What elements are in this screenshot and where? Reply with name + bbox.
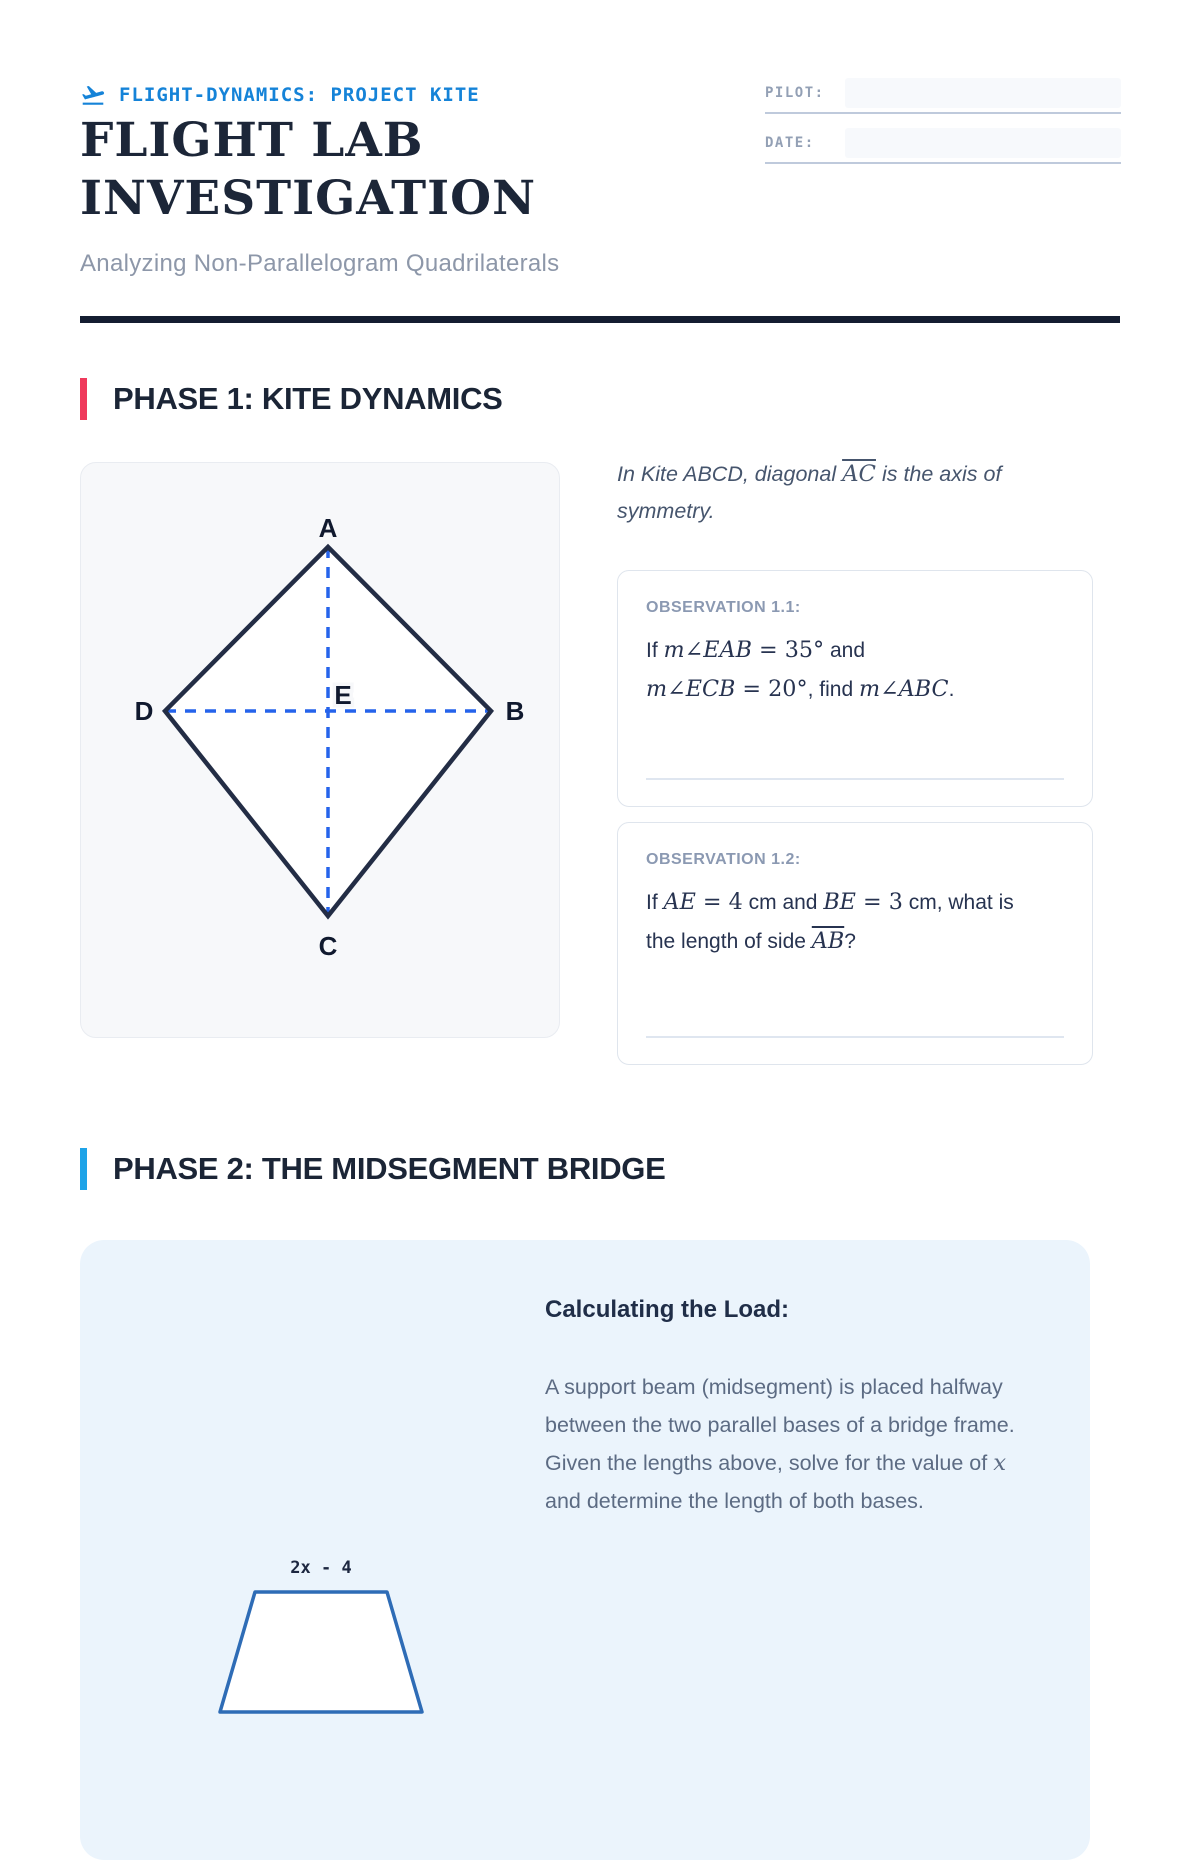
pilot-input[interactable] <box>845 78 1121 108</box>
vertex-label-d: D <box>134 696 154 726</box>
vertex-label-c: C <box>318 931 338 961</box>
page-title-line2: INVESTIGATION <box>80 171 537 226</box>
phase2-card-title: Calculating the Load: <box>545 1296 790 1323</box>
phase1-accent-bar <box>80 378 87 420</box>
observation-1-2-line1: If AE = 4 cm and BE = 3 cm, what is <box>646 889 1014 915</box>
observation-1-2-card <box>617 822 1093 1065</box>
vertex-label-a: A <box>318 513 338 543</box>
observation-1-2-label: OBSERVATION 1.2: <box>646 851 801 868</box>
brand <box>80 82 480 108</box>
observation-1-1-text <box>646 631 1064 709</box>
answer-line[interactable] <box>646 778 1064 780</box>
brand-label: FLIGHT-DYNAMICS: PROJECT KITE <box>119 84 480 106</box>
kite-intro-text <box>617 456 1067 530</box>
page-subtitle: Analyzing Non-Parallelogram Quadrilaterals <box>80 250 560 277</box>
trapezoid-outline <box>220 1592 422 1712</box>
answer-line[interactable] <box>646 1036 1064 1038</box>
observation-1-1-card <box>617 570 1093 807</box>
kite-intro-line1: In Kite ABCD, diagonal $\overline{AC}$ is the axis of <box>617 461 1002 487</box>
pilot-field-row <box>765 74 1121 114</box>
date-field-row <box>765 124 1121 164</box>
observation-1-1-line1: If m∠EAB = 35° and <box>646 637 866 663</box>
phase2-paragraph: A support beam (midsegment) is placed halfway between the two parallel bases of a bridge frame. Given the lengths above, solve for the value of x and determine the length of both bases. <box>545 1375 1015 1513</box>
page-title-line1: FLIGHT LAB <box>80 113 424 168</box>
phase1-title: PHASE 1: KITE DYNAMICS <box>113 381 503 416</box>
observation-1-1-label: OBSERVATION 1.1: <box>646 599 801 616</box>
header-fields <box>765 74 1121 174</box>
observation-1-2-text <box>646 883 1064 961</box>
observation-1-2-line2: the length of side $\overline{AB}$? <box>646 928 856 954</box>
kite-intro-line2: symmetry. <box>617 499 715 523</box>
observation-1-1-line2: m∠ECB = 20°, find m∠ABC. <box>646 676 955 702</box>
center-label-e: E <box>334 680 352 710</box>
title-divider <box>80 316 1120 323</box>
trapezoid-diagram <box>210 1584 470 1714</box>
kite-diagram-card <box>80 462 560 1038</box>
phase2-title: PHASE 2: THE MIDSEGMENT BRIDGE <box>113 1151 666 1186</box>
pilot-label: PILOT: <box>765 85 825 101</box>
phase2-heading <box>80 1148 666 1190</box>
page-title <box>80 112 800 228</box>
flight-takeoff-icon <box>80 82 106 108</box>
phase2-panel <box>80 1240 1090 1860</box>
phase1-heading <box>80 378 503 420</box>
trapezoid-top-base-label: 2x - 4 <box>290 1558 352 1578</box>
date-input[interactable] <box>845 128 1121 158</box>
vertex-label-b: B <box>505 696 525 726</box>
kite-diagram <box>81 463 558 1036</box>
date-label: DATE: <box>765 135 815 151</box>
phase2-accent-bar <box>80 1148 87 1190</box>
